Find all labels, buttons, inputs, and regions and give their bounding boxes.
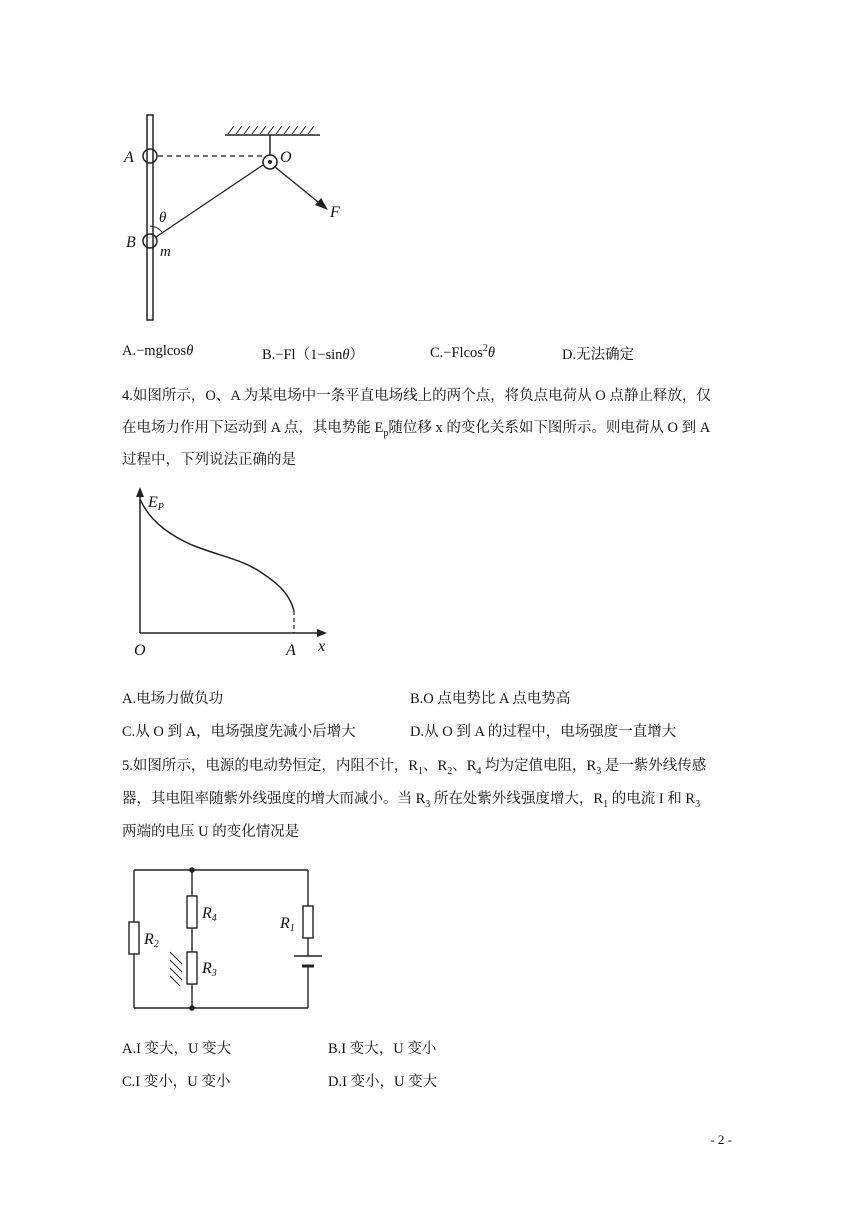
- q5-line-2: 器，其电阻率随紫外线强度的增大而减小。当 $R_3$ 所在处紫外线强度增大，$R_1$ 的电流 I 和 $R_3$: [122, 791, 701, 810]
- q4-option-d: D.从 O 到 A 的过程中，电场强度一直增大: [410, 724, 677, 740]
- string-ob: [156, 165, 263, 237]
- q4-option-a: A.电场力做负功: [122, 691, 224, 707]
- battery: [294, 956, 322, 966]
- q3-option-a: A.−mglcosθ: [122, 343, 194, 359]
- q3-option-c: C.−Flcos$^2$θ: [430, 343, 496, 361]
- label-o: O: [280, 149, 292, 166]
- uv-light-arrows: [170, 952, 182, 986]
- page-number: - 2 -: [710, 1132, 732, 1147]
- resistor-r3: [187, 952, 197, 984]
- q5-line-1: 5.如图所示，电源的电动势恒定，内阻不计，$R_1$、$R_2$、$R_4$ 均为定值电阻，$R_3$ 是一紫外线传感: [122, 758, 707, 777]
- q4-option-b: B.O 点电势比 A 点电势高: [410, 691, 571, 707]
- resistor-r2: [129, 922, 139, 954]
- label-f: F: [330, 204, 340, 221]
- label-r1: R1: [280, 915, 295, 934]
- label-m: m: [160, 244, 171, 260]
- q3-option-b: B.−Fl（1−sinθ）: [262, 347, 365, 363]
- label-r3: R3: [202, 960, 217, 979]
- q4-line-2: 在电场力作用下运动到 A 点，其电势能 $E_p$随位移 x 的变化关系如下图所示。则电荷从 O 到 A: [122, 420, 711, 439]
- a-label: A: [286, 642, 296, 659]
- q4-line-3: 过程中，下列说法正确的是: [122, 452, 296, 468]
- q4-line-1: 4.如图所示，O、A 为某电场中一条平直电场线上的两个点，将负点电荷从 O 点静止释放，仅: [122, 388, 711, 404]
- resistor-r1: [303, 906, 313, 938]
- label-theta: θ: [159, 210, 167, 226]
- q4-option-c: C.从 O 到 A，电场强度先减小后增大: [122, 724, 356, 740]
- resistor-r4: [187, 896, 197, 928]
- q5-option-d: D.I 变小，U 变大: [328, 1074, 438, 1090]
- label-r4: R4: [202, 905, 217, 924]
- x-label: x: [318, 638, 326, 655]
- q5-line-3: 两端的电压 U 的变化情况是: [122, 824, 300, 840]
- vertical-rod: [147, 115, 153, 320]
- q5-circuit: [122, 860, 342, 1020]
- label-a: A: [124, 149, 134, 166]
- origin-label: O: [134, 642, 146, 659]
- force-f-arrow: [275, 167, 323, 206]
- q5-option-a: A.I 变大，U 变大: [122, 1041, 232, 1057]
- y-label: EP: [148, 494, 164, 513]
- ep-curve: [140, 499, 294, 611]
- q3-figure: [110, 110, 370, 325]
- q3-option-d: D.无法确定: [562, 347, 635, 363]
- ceiling-hatch: [228, 126, 314, 134]
- q5-option-c: C.I 变小，U 变小: [122, 1074, 231, 1090]
- label-r2: R2: [144, 931, 159, 950]
- q4-ep-chart: [122, 483, 342, 668]
- label-b: B: [126, 234, 136, 251]
- q5-option-b: B.I 变大，U 变小: [328, 1041, 437, 1057]
